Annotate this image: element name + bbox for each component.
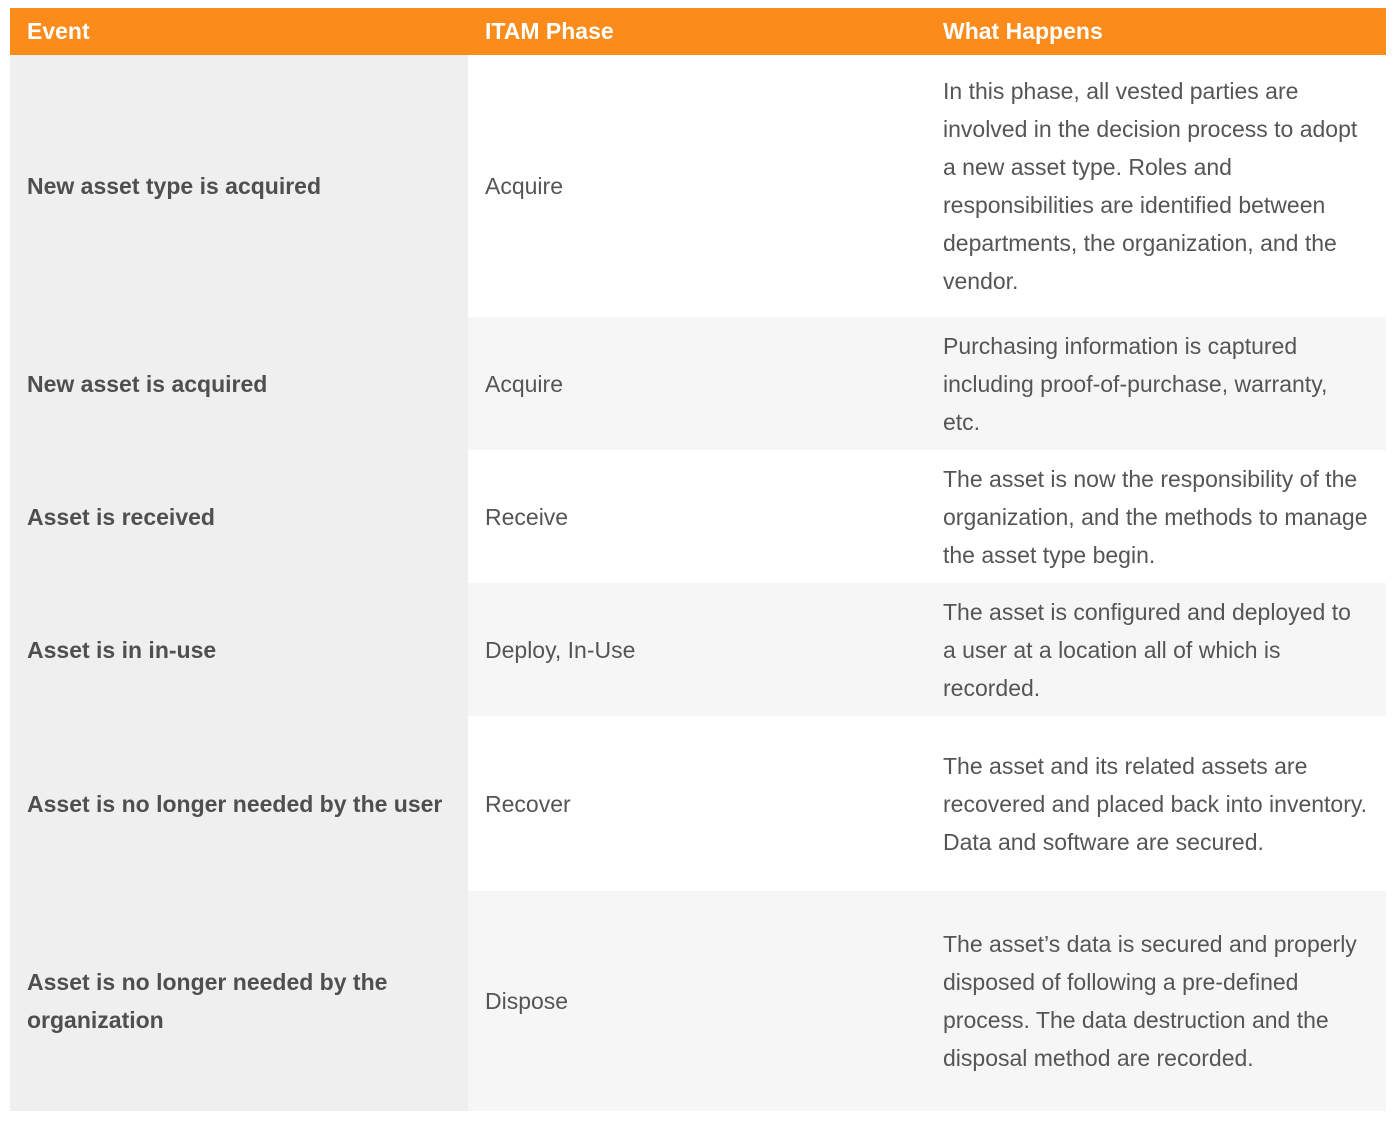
event-cell: New asset type is acquired	[10, 55, 468, 317]
header-what-happens: What Happens	[926, 8, 1386, 55]
phase-cell: Dispose	[468, 891, 926, 1111]
itam-events-table	[10, 8, 1386, 1111]
table-row	[10, 583, 1386, 716]
header-event: Event	[10, 8, 468, 55]
phase-cell: Acquire	[468, 317, 926, 450]
phase-cell: Recover	[468, 716, 926, 891]
what-happens-cell: In this phase, all vested parties are involved in the decision process to adopt a new asset type. Roles and responsibilities are identified between departments, the organization, and the vendor.	[926, 55, 1386, 317]
event-cell: Asset is received	[10, 450, 468, 583]
header-phase: ITAM Phase	[468, 8, 926, 55]
what-happens-cell: The asset and its related assets are recovered and placed back into inventory. Data and software are secured.	[926, 716, 1386, 891]
table-row	[10, 891, 1386, 1111]
event-cell: Asset is no longer needed by the organization	[10, 891, 468, 1111]
table-row	[10, 55, 1386, 317]
table-row	[10, 716, 1386, 891]
event-cell: Asset is no longer needed by the user	[10, 716, 468, 891]
what-happens-cell: The asset’s data is secured and properly disposed of following a pre-defined process. The data destruction and the disposal method are recorded.	[926, 891, 1386, 1111]
event-cell: New asset is acquired	[10, 317, 468, 450]
phase-cell: Receive	[468, 450, 926, 583]
what-happens-cell: The asset is configured and deployed to a user at a location all of which is recorded.	[926, 583, 1386, 716]
phase-cell: Acquire	[468, 55, 926, 317]
what-happens-cell: The asset is now the responsibility of the organization, and the methods to manage the asset type begin.	[926, 450, 1386, 583]
event-cell: Asset is in in-use	[10, 583, 468, 716]
what-happens-cell: Purchasing information is captured including proof-of-purchase, warranty, etc.	[926, 317, 1386, 450]
table-row	[10, 317, 1386, 450]
table-header-row	[10, 8, 1386, 55]
table-row	[10, 450, 1386, 583]
phase-cell: Deploy, In-Use	[468, 583, 926, 716]
